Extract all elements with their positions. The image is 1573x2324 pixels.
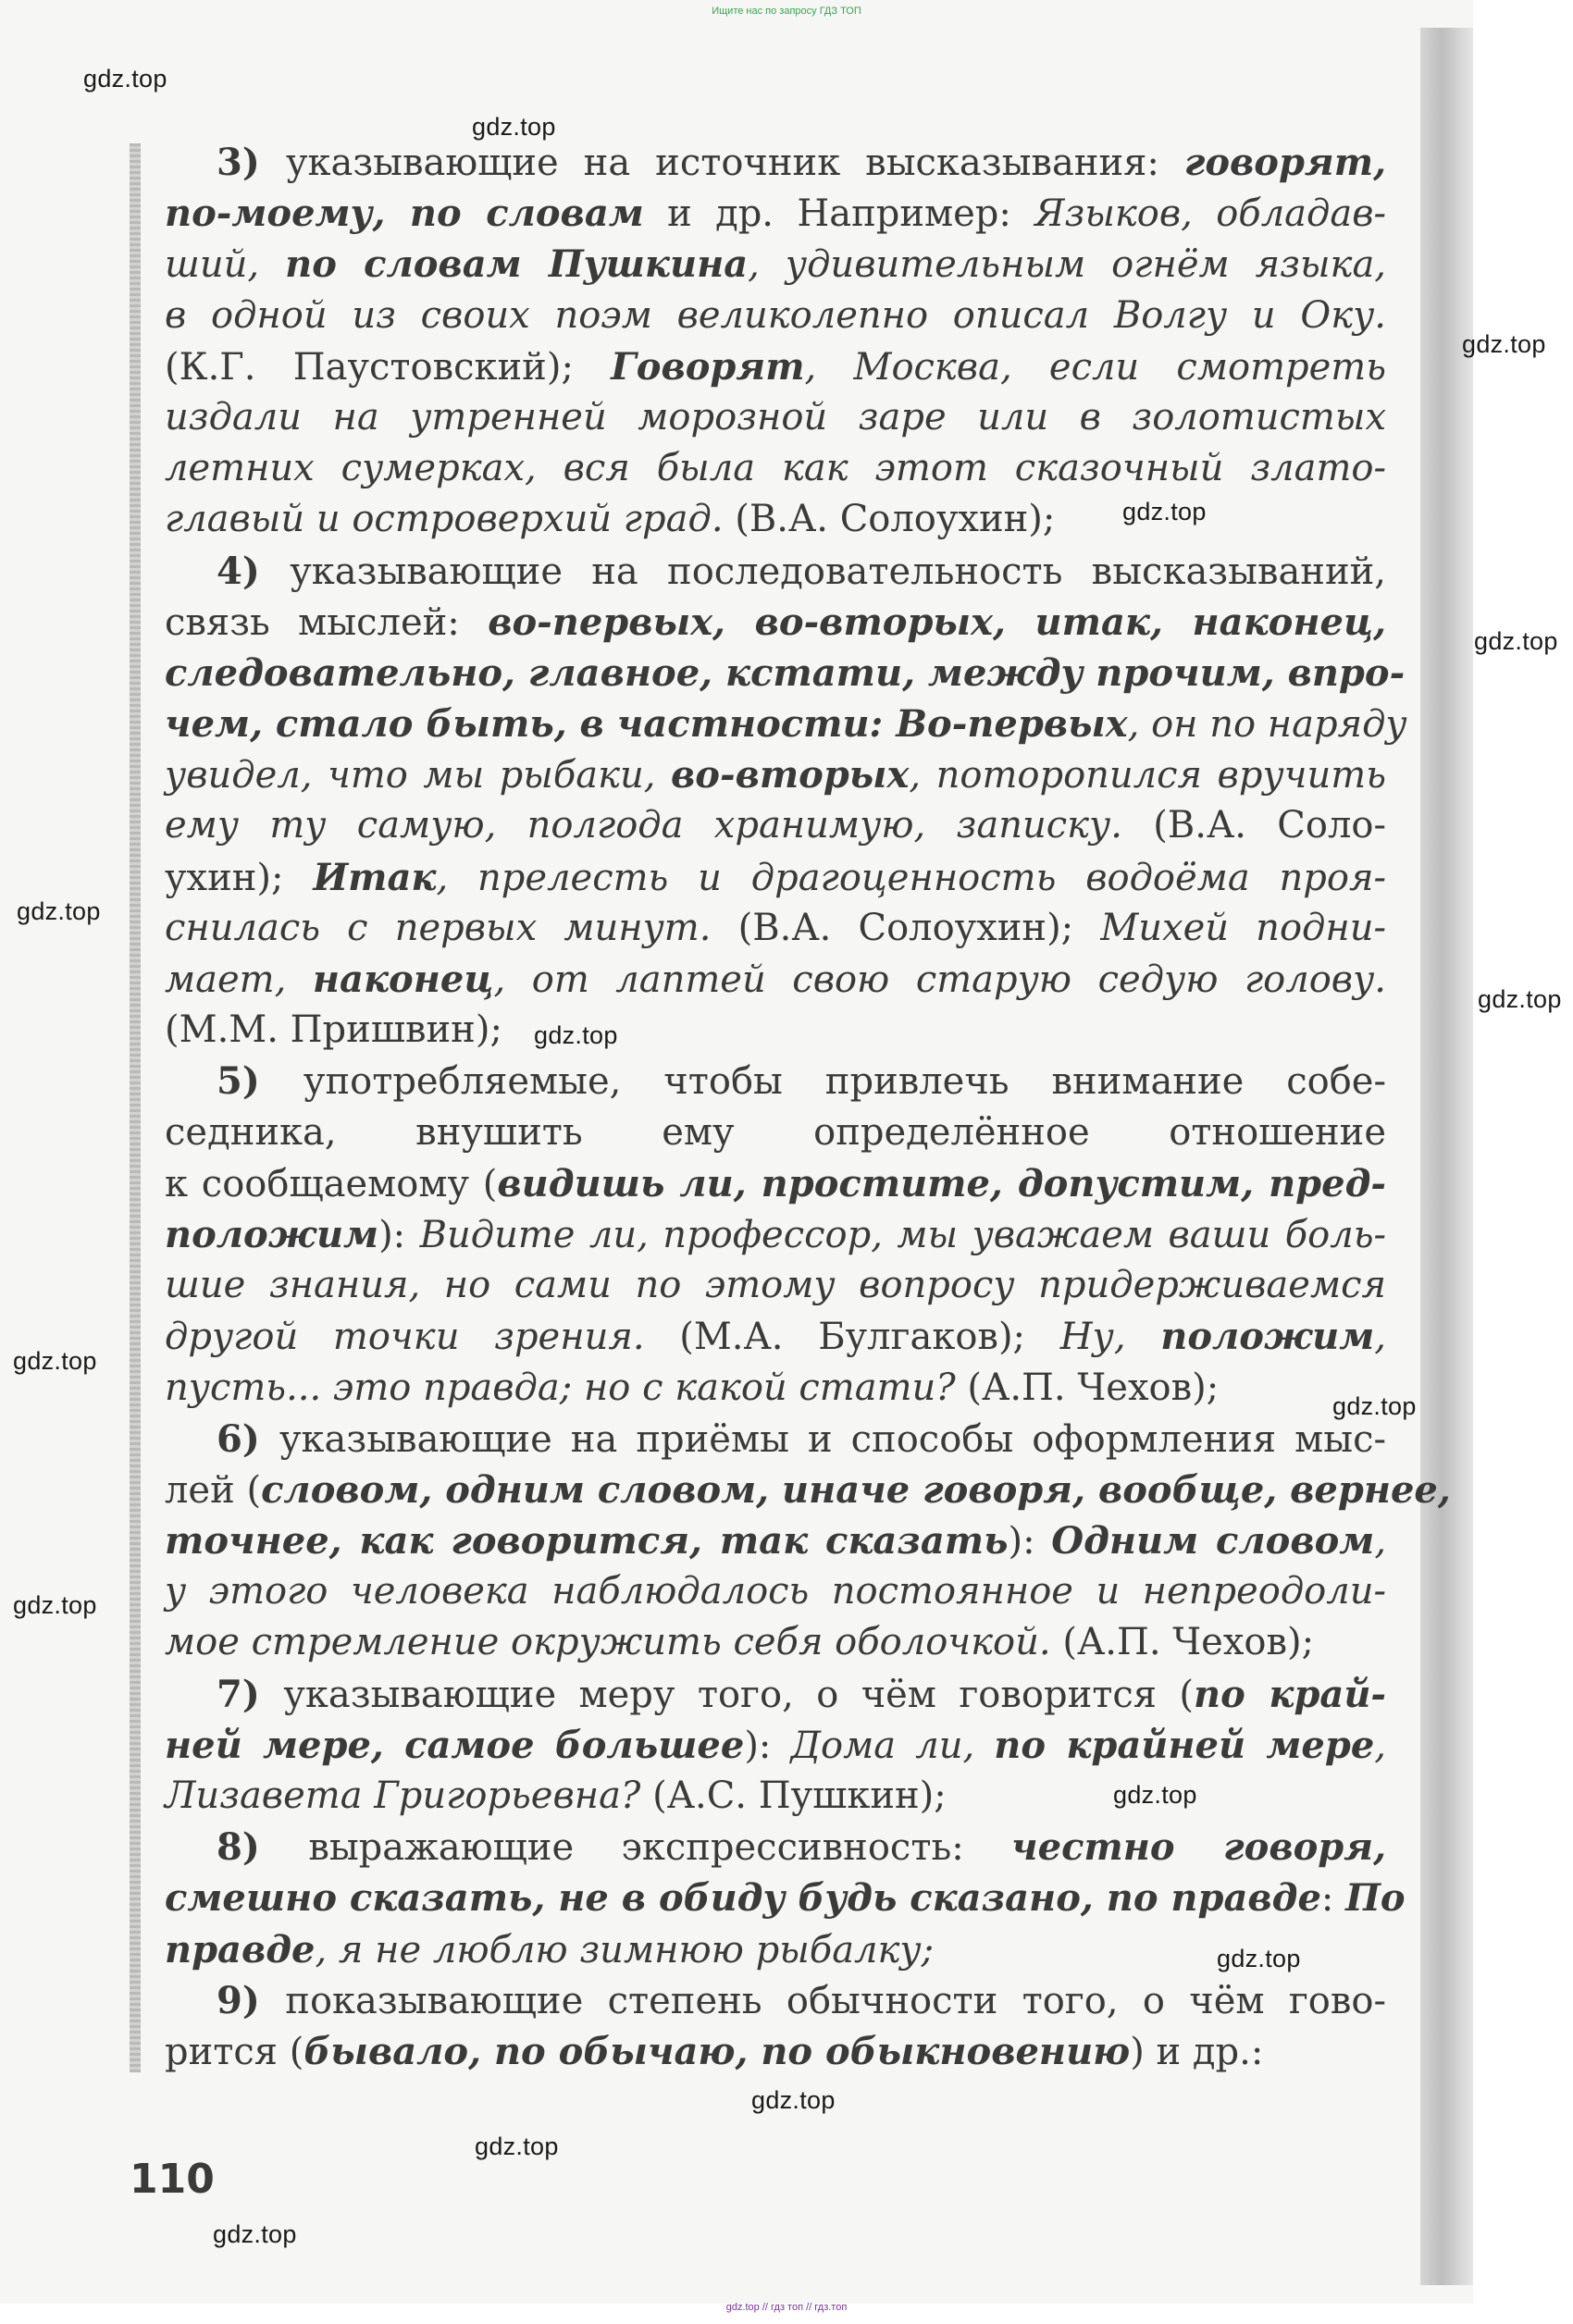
watermark: gdz.top: [13, 1347, 97, 1375]
text-run: , поторопился вручить: [909, 754, 1386, 797]
text-line: [165, 954, 1386, 1005]
text-run: (В.А. Солоухин);: [723, 498, 1056, 541]
text-run: связь мыслей:: [165, 600, 489, 644]
text-run: , Москва, если смотреть: [804, 345, 1386, 389]
text-line: [165, 1720, 1386, 1771]
text-run: правде: [165, 1927, 316, 1972]
text-run: 4): [217, 549, 291, 593]
page-number: 110: [130, 2156, 215, 2203]
text-run: ,: [1374, 1724, 1387, 1767]
text-run: пусть... это правда; но с какой стати?: [165, 1366, 956, 1409]
text-line: [165, 137, 1386, 188]
text-line: [165, 188, 1386, 239]
text-line: [165, 546, 1386, 597]
text-line: [165, 903, 1386, 954]
text-run: лей (: [165, 1468, 262, 1512]
text-run: ):: [1008, 1520, 1052, 1564]
text-line: [165, 494, 1386, 545]
text-run: (К.Г. Паустовский);: [165, 345, 612, 389]
text-run: по край-: [1194, 1672, 1387, 1716]
text-line: [165, 597, 1386, 648]
text-run: в одной из своих поэм великолепно описал Волгу и Оку.: [165, 293, 1386, 337]
text-run: Говорят: [611, 344, 805, 389]
text-run: Одним словом: [1051, 1519, 1375, 1564]
text-run: (В.А. Солоухин);: [711, 906, 1101, 949]
text-run: 6): [217, 1416, 280, 1461]
text-run: точнее, как говорится, так сказать: [165, 1519, 1009, 1564]
watermark: gdz.top: [1122, 498, 1207, 525]
text-run: ней мере, самое большее: [165, 1723, 745, 1767]
text-line: [165, 1158, 1386, 1209]
text-line: [165, 1873, 1406, 1923]
text-run: ) и др.:: [1130, 2030, 1264, 2073]
text-run: Языков, обладав-: [1034, 192, 1386, 236]
text-run: Михей подни-: [1100, 906, 1386, 949]
text-line: [165, 1515, 1386, 1566]
text-line: [165, 1975, 1386, 2026]
text-run: по словам Пушкина: [285, 242, 749, 287]
watermark: gdz.top: [472, 113, 556, 141]
text-run: по крайней мере: [994, 1723, 1375, 1767]
text-line: [165, 239, 1386, 290]
text-run: и др. Например:: [643, 192, 1035, 236]
text-run: 5): [217, 1059, 303, 1104]
text-run: положим: [1160, 1315, 1375, 1359]
text-run: употребляемые, чтобы привлечь внимание собе-: [303, 1060, 1386, 1104]
text-line: [165, 1566, 1386, 1617]
text-line: [165, 392, 1386, 443]
text-line: [165, 1005, 1386, 1056]
watermark: gdz.top: [751, 2086, 836, 2114]
text-line: [165, 443, 1386, 494]
text-line: [165, 1414, 1386, 1465]
text-line: [165, 1771, 1386, 1822]
text-run: бывало, по обычаю, по обыкновению: [303, 2029, 1131, 2073]
text-run: 9): [217, 1978, 286, 2022]
text-run: 3): [217, 141, 286, 184]
text-line: [165, 1107, 1386, 1158]
text-run: По: [1345, 1876, 1406, 1921]
text-run: летних сумерках, вся была как этот сказочный злато-: [165, 447, 1386, 490]
watermark: gdz.top: [213, 2220, 297, 2248]
text-run: положим: [165, 1212, 379, 1256]
top-banner[interactable]: Ищите нас по запросу ГДЗ ТОП: [712, 6, 861, 17]
text-line: [165, 1465, 1451, 1515]
text-run: (А.С. Пушкин);: [640, 1774, 947, 1817]
text-run: 7): [217, 1672, 284, 1716]
text-line: [165, 698, 1407, 749]
text-run: Видите ли, профессор, мы уважаем ваши боль-: [419, 1213, 1386, 1256]
watermark: gdz.top: [13, 1591, 97, 1619]
text-run: (В.А. Соло-: [1121, 804, 1386, 847]
text-run: (А.П. Чехов);: [955, 1366, 1220, 1409]
watermark: gdz.top: [83, 65, 167, 93]
text-run: , я не люблю зимнюю рыбалку;: [315, 1928, 935, 1972]
text-run: , от лаптей свою старую седую голову.: [493, 958, 1387, 1001]
text-line: [165, 1311, 1386, 1362]
text-run: другой точки зрения.: [165, 1316, 645, 1359]
watermark: gdz.top: [1474, 627, 1558, 655]
text-line: [165, 852, 1386, 903]
body-text: [165, 137, 1451, 2077]
text-run: мает,: [165, 958, 313, 1001]
watermark: gdz.top: [1217, 1945, 1301, 1972]
text-line: [165, 1822, 1386, 1873]
text-run: указывающие на источник высказывания:: [285, 142, 1184, 184]
text-line: [165, 1056, 1386, 1106]
bottom-banner[interactable]: gdz.top // гдз топ // гдз.топ: [725, 2302, 848, 2313]
text-line: [165, 341, 1386, 392]
text-line: [165, 1363, 1386, 1414]
text-run: ухин);: [165, 856, 314, 899]
text-run: (М.А. Булгаков);: [644, 1316, 1060, 1359]
text-run: во-вторых: [671, 753, 910, 797]
text-run: ):: [744, 1724, 791, 1767]
text-run: Дома ли,: [790, 1724, 995, 1767]
text-run: ,: [1374, 1520, 1387, 1564]
text-run: (М.М. Пришвин);: [165, 1008, 502, 1052]
text-run: шие знания, но сами по этому вопросу придерживаемся: [165, 1264, 1386, 1307]
text-run: , удивительным огнём языка,: [748, 243, 1387, 287]
text-run: увидел, что мы рыбаки,: [165, 754, 672, 797]
page-edge-shadow: [1420, 28, 1473, 2285]
text-run: чем, стало быть, в частности: Во-первых: [165, 702, 1128, 747]
text-run: следовательно, главное, кстати, между прочим, впро-: [165, 650, 1406, 695]
text-run: 8): [217, 1825, 309, 1870]
text-run: ):: [378, 1213, 420, 1256]
text-run: честно говоря,: [1011, 1825, 1386, 1870]
text-run: снилась с первых минут.: [165, 906, 712, 949]
text-run: издали на утренней морозной заре или в золотистых: [165, 395, 1386, 439]
watermark: gdz.top: [17, 897, 101, 925]
watermark: gdz.top: [534, 1021, 618, 1049]
text-run: , прелесть и драгоценность водоёма проя-: [436, 856, 1386, 899]
text-run: ему ту самую, полгода хранимую, записку.: [165, 804, 1122, 847]
text-run: показывающие степень обычности того, о чём гово-: [285, 1979, 1386, 2022]
text-line: [165, 800, 1386, 851]
section-side-bar: [130, 143, 141, 2072]
text-run: видишь ли, простите, допустим, пред-: [497, 1161, 1387, 1205]
watermark: gdz.top: [1113, 1781, 1197, 1809]
text-run: говорят,: [1183, 141, 1386, 184]
text-run: мое стремление окружить себя оболочкой.: [165, 1621, 1051, 1664]
text-run: во-первых, во-вторых, итак, наконец,: [488, 600, 1386, 644]
text-run: (А.П. Чехов);: [1050, 1621, 1315, 1664]
text-line: [165, 290, 1386, 341]
text-run: указывающие меру того, о чём говорится (: [283, 1673, 1194, 1716]
page-margin: [1473, 28, 1573, 2285]
text-line: [165, 2026, 1386, 2077]
text-run: смешно сказать, не в обиду будь сказано, по правде: [165, 1876, 1321, 1921]
text-run: , он по наряду: [1127, 703, 1407, 747]
text-line: [165, 648, 1406, 698]
text-run: седника, внушить ему определённое отношение: [165, 1110, 1386, 1154]
text-run: ,: [1374, 1316, 1387, 1359]
text-run: к сообщаемому (: [165, 1162, 498, 1205]
text-line: [165, 1669, 1386, 1720]
text-line: [165, 1260, 1386, 1311]
watermark: gdz.top: [1478, 985, 1562, 1013]
text-line: [165, 1617, 1386, 1668]
text-line: [165, 1924, 1386, 1975]
text-run: рится (: [165, 2030, 304, 2073]
text-run: указывающие на приёмы и способы оформления мыс-: [279, 1417, 1386, 1461]
watermark: gdz.top: [1462, 330, 1546, 358]
text-run: по-моему, по словам: [165, 192, 644, 236]
text-run: указывающие на последовательность высказываний,: [290, 550, 1386, 593]
watermark: gdz.top: [1332, 1392, 1417, 1420]
text-run: словом, одним словом, иначе говоря, вообще, вернее,: [261, 1467, 1451, 1512]
text-run: Лизавета Григорьевна?: [165, 1774, 641, 1817]
watermark: gdz.top: [475, 2132, 559, 2160]
text-run: Ну,: [1059, 1316, 1161, 1359]
text-run: главый и островерхий град.: [165, 498, 724, 541]
text-line: [165, 1209, 1386, 1260]
text-run: Итак: [313, 855, 437, 899]
text-run: выражающие экспрессивность:: [308, 1826, 1012, 1870]
text-run: ший,: [165, 243, 286, 287]
text-line: [165, 749, 1386, 800]
text-run: наконец: [312, 958, 494, 1001]
text-run: у этого человека наблюдалось постоянное и непреодоли-: [165, 1570, 1386, 1613]
text-run: :: [1320, 1877, 1346, 1921]
